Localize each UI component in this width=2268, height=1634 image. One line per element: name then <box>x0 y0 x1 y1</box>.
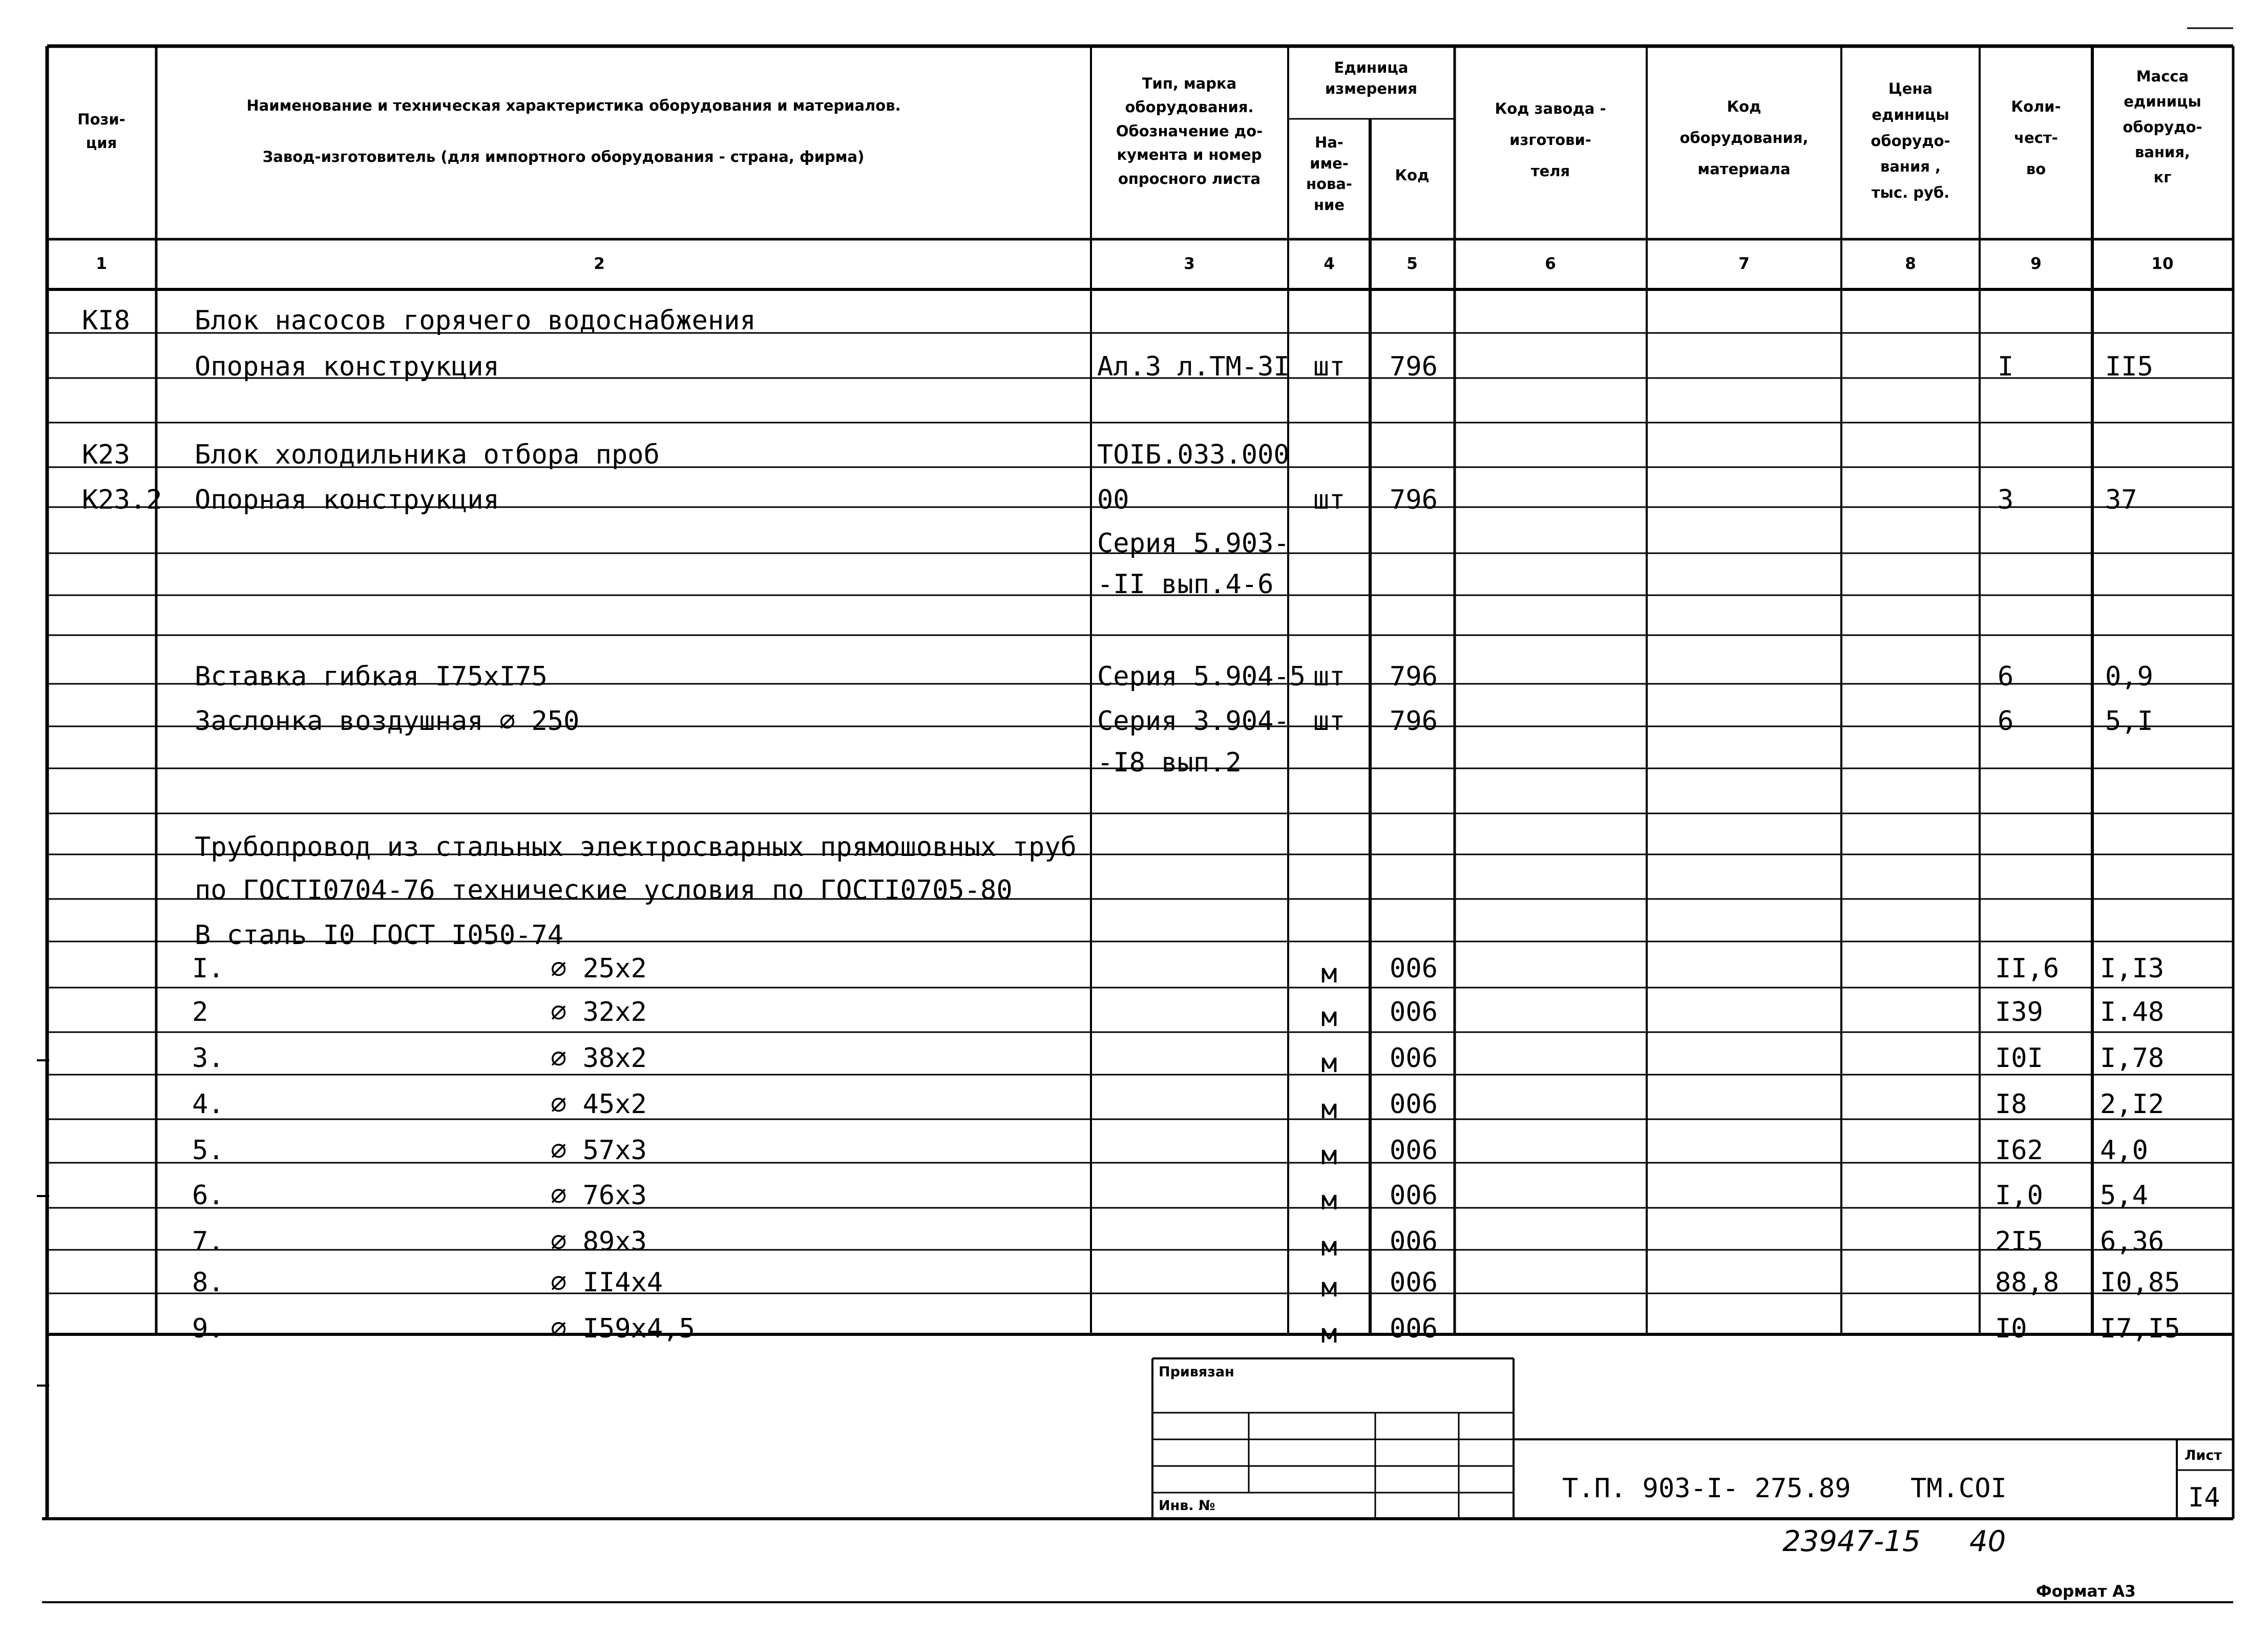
pipe-size: ⌀ II4x4 <box>551 1267 663 1298</box>
row-unit-code: 796 <box>1390 485 1438 515</box>
pipe-unit: м <box>1321 1002 1337 1033</box>
stamp-sheet-number: I4 <box>2188 1482 2220 1513</box>
colnum-10: 10 <box>2151 255 2174 273</box>
pipe-size: ⌀ 25x2 <box>551 953 647 984</box>
row-position: К23 <box>82 439 130 470</box>
pipe-unit-code: 006 <box>1390 997 1438 1028</box>
row-name: Блок насосов горячего водоснабжения <box>195 305 756 336</box>
colnum-9: 9 <box>2030 255 2042 273</box>
pipe-quantity: 88,8 <box>1995 1267 2060 1298</box>
stamp-privyazan: Привязан <box>1159 1364 1234 1380</box>
row-mass: 0,9 <box>2105 661 2153 692</box>
header-name-line1: Наименование и техническая характеристика оборудования и материалов. <box>246 97 901 114</box>
pipe-quantity: I0 <box>1995 1313 2027 1344</box>
row-unit: шт <box>1313 706 1346 737</box>
pipe-quantity: II,6 <box>1995 953 2060 984</box>
pipe-mass: I,I3 <box>2100 953 2165 984</box>
colnum-8: 8 <box>1905 255 1916 273</box>
pipe-size: ⌀ I59x4,5 <box>551 1313 695 1344</box>
header-position: Пози- ция <box>77 111 125 152</box>
pipe-quantity: I62 <box>1995 1135 2043 1166</box>
row-quantity: 6 <box>1998 661 2014 692</box>
pipe-mass: 2,I2 <box>2100 1089 2165 1120</box>
row-name: по ГОСТI0704-76 технические условия по ГОСТI0705-80 <box>195 875 1013 906</box>
pipe-number: 4. <box>192 1089 224 1120</box>
pipe-mass: 6,36 <box>2100 1226 2165 1257</box>
sheet-format: Формат А3 <box>2036 1582 2136 1601</box>
pipe-number: 6. <box>192 1180 224 1211</box>
stamp-document-code: ТМ.СОI <box>1910 1473 2007 1504</box>
colnum-3: 3 <box>1184 255 1195 273</box>
pipe-number: I. <box>192 953 224 984</box>
row-position: К23.2 <box>82 485 162 515</box>
pipe-number: 3. <box>192 1043 224 1074</box>
pipe-unit: м <box>1321 1094 1337 1125</box>
colnum-6: 6 <box>1545 255 1556 273</box>
pipe-size: ⌀ 89x3 <box>551 1226 647 1257</box>
row-document: -I8 вып.2 <box>1097 747 1242 778</box>
row-name: Опорная конструкция <box>195 485 499 515</box>
row-mass: II5 <box>2105 351 2153 382</box>
row-unit: шт <box>1313 485 1346 515</box>
header-name-line2: Завод-изготовитель (для импортного оборудования - страна, фирма) <box>262 148 865 165</box>
pipe-number: 8. <box>192 1267 224 1298</box>
colnum-1: 1 <box>96 255 107 273</box>
pipe-unit-code: 006 <box>1390 1043 1438 1074</box>
row-document: -II вып.4-6 <box>1097 569 1274 600</box>
pipe-quantity: I0I <box>1995 1043 2043 1074</box>
colnum-2: 2 <box>594 255 605 273</box>
row-document: ТОIБ.033.000 <box>1097 439 1290 470</box>
pipe-size: ⌀ 57x3 <box>551 1135 647 1166</box>
pipe-mass: 4,0 <box>2100 1135 2148 1166</box>
header-unit-code: Код <box>1395 166 1430 184</box>
row-unit: шт <box>1313 661 1346 692</box>
colnum-5: 5 <box>1406 255 1418 273</box>
pipe-number: 9. <box>192 1313 224 1344</box>
row-document: Серия 5.903- <box>1097 528 1290 559</box>
row-name: В сталь I0 ГОСТ I050-74 <box>195 920 564 951</box>
row-document: Серия 5.904-5 <box>1097 661 1306 692</box>
row-document: Ал.3 л.ТМ-3I <box>1097 351 1290 382</box>
pipe-unit: м <box>1321 1048 1337 1079</box>
pipe-quantity: I39 <box>1995 997 2043 1028</box>
row-document: Серия 3.904- <box>1097 706 1290 737</box>
row-unit-code: 796 <box>1390 661 1438 692</box>
pipe-mass: I7,I5 <box>2100 1313 2180 1344</box>
pipe-unit: м <box>1321 1140 1337 1171</box>
pipe-number: 2 <box>192 997 208 1028</box>
pipe-size: ⌀ 45x2 <box>551 1089 647 1120</box>
row-quantity: 6 <box>1998 706 2014 737</box>
pipe-mass: I.48 <box>2100 997 2165 1028</box>
pipe-size: ⌀ 76x3 <box>551 1180 647 1211</box>
pipe-size: ⌀ 32x2 <box>551 997 647 1028</box>
pipe-unit-code: 006 <box>1390 953 1438 984</box>
row-quantity: I <box>1998 351 2014 382</box>
row-name: Вставка гибкая I75xI75 <box>195 661 548 692</box>
archive-page-number: 40 <box>1969 1525 2006 1558</box>
pipe-quantity: I8 <box>1995 1089 2027 1120</box>
pipe-unit-code: 006 <box>1390 1135 1438 1166</box>
header-quantity: Коли- чест- во <box>2011 98 2061 178</box>
pipe-quantity: 2I5 <box>1995 1226 2043 1257</box>
pipe-unit-code: 006 <box>1390 1226 1438 1257</box>
pipe-unit-code: 006 <box>1390 1089 1438 1120</box>
pipe-mass: I,78 <box>2100 1043 2165 1074</box>
header-unit-name: На- име- нова- ние <box>1306 134 1352 214</box>
row-name: Заслонка воздушная ⌀ 250 <box>195 706 580 737</box>
pipe-unit-code: 006 <box>1390 1180 1438 1211</box>
header-equipment-code: Код оборудования, материала <box>1679 98 1809 178</box>
pipe-mass: I0,85 <box>2100 1267 2180 1298</box>
pipe-quantity: I,0 <box>1995 1180 2043 1211</box>
header-unit-mass: Масса единицы оборудо- вания, кг <box>2123 68 2202 186</box>
row-quantity: 3 <box>1998 485 2014 515</box>
header-type-doc: Тип, марка оборудования. Обозначение до- кумента и номер опросного листа <box>1116 75 1263 187</box>
pipe-unit: м <box>1321 1231 1337 1262</box>
pipe-number: 7. <box>192 1226 224 1257</box>
stamp-sheet-label: Лист <box>2185 1448 2222 1463</box>
pipe-size: ⌀ 38x2 <box>551 1043 647 1074</box>
pipe-unit: м <box>1321 1185 1337 1216</box>
row-mass: 37 <box>2105 485 2137 515</box>
header-manufacturer-code: Код завода - изготови- теля <box>1495 100 1606 180</box>
pipe-unit-code: 006 <box>1390 1313 1438 1344</box>
row-mass: 5,I <box>2105 706 2153 737</box>
colnum-4: 4 <box>1324 255 1335 273</box>
pipe-mass: 5,4 <box>2100 1180 2148 1211</box>
stamp-project-code: Т.П. 903-I- 275.89 <box>1562 1473 1851 1504</box>
header-unit-price: Цена единицы оборудо- вания , тыс. руб. <box>1871 80 1950 201</box>
row-document: 00 <box>1097 485 1129 515</box>
stamp-inventory-number: Инв. № <box>1159 1498 1215 1514</box>
pipe-unit: м <box>1321 1272 1337 1303</box>
colnum-7: 7 <box>1738 255 1750 273</box>
header-unit: Единица измерения <box>1325 59 1417 97</box>
pipe-unit-code: 006 <box>1390 1267 1438 1298</box>
row-position: КI8 <box>82 305 130 336</box>
pipe-number: 5. <box>192 1135 224 1166</box>
row-name: Опорная конструкция <box>195 351 499 382</box>
archive-number: 23947-15 <box>1782 1525 1921 1558</box>
row-name: Трубопровод из стальных электросварных прямошовных труб <box>195 832 1077 863</box>
row-unit: шт <box>1313 351 1346 382</box>
row-unit-code: 796 <box>1390 706 1438 737</box>
pipe-unit: м <box>1321 1318 1337 1349</box>
row-unit-code: 796 <box>1390 351 1438 382</box>
row-name: Блок холодильника отбора проб <box>195 439 660 470</box>
pipe-unit: м <box>1321 958 1337 989</box>
